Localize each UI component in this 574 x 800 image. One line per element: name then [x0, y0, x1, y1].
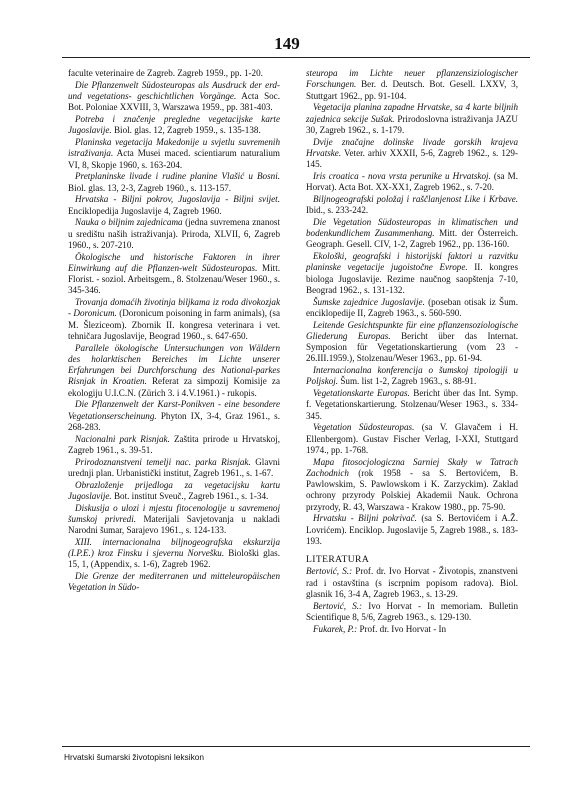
entry-title: Vegetation Südosteuropas.	[313, 422, 415, 433]
bibliography-entry	[68, 343, 280, 399]
bibliography-entry	[306, 601, 518, 624]
bibliography-entry	[68, 217, 280, 251]
bibliography-entry	[306, 297, 518, 320]
entry-details: faculte veterinaire de Zagreb. Zagreb 1959., pp. 1-20.	[68, 68, 263, 78]
right-column-entries	[306, 68, 518, 547]
bibliography-entry	[68, 503, 280, 537]
entry-title: Internacionalna konferencija o šumskoj tipologiji u Poljskoj.	[306, 365, 518, 387]
bibliography-entry	[68, 399, 280, 433]
entry-details: Biološki glas. 15, 1, (Appendix, s. 1-6), Zagreb 1962.	[68, 548, 280, 570]
bibliography-entry	[306, 320, 518, 365]
entry-title: Nauka o biljnim zajednicama	[75, 217, 183, 228]
entry-title: Die Pflanzenwelt der Karst-Ponikven - eine besondere Vegetationserscheinung.	[68, 399, 280, 421]
entry-title: Mapa fitosocjologiczna Sarniej Skały w Tatrach Zachodnich	[306, 456, 518, 478]
entry-title: Nacionalni park Risnjak.	[75, 433, 170, 444]
bibliography-entry	[68, 171, 280, 194]
bibliography-entry	[68, 252, 280, 297]
entry-title: Diskusija o ulozi i mjestu fitocenologije u savremenoj šumskoj privredi.	[68, 502, 280, 524]
entry-details: Referat za simpozij Komisije za ekologiju U.I.C.N. (Zürich 3. i 4.V.1961.) - rukopis.	[68, 376, 281, 398]
entry-details: Biol. glas. 12, Zagreb 1959., s. 135-138.	[111, 125, 261, 136]
literature-entries	[306, 566, 518, 635]
bibliography-entry	[306, 513, 518, 547]
entry-details: Bot. institut Sveuč., Zagreb 1961., s. 1-34.	[111, 490, 269, 501]
entry-details: (sa S. Bertovićem i A.Ž. Lovrićem). Enciklop. Jugoslavije 5, Zagreb 1988., s. 183-193.	[306, 513, 519, 546]
entry-title: Fukarek, P.:	[313, 623, 358, 634]
bibliography-entry	[68, 137, 280, 171]
literature-heading: LITERATURA	[306, 554, 370, 565]
entry-details: Acta Musei maced. scientiarum naturalium VI, 8, Skopje 1960, s. 163-204.	[68, 148, 280, 170]
entry-details: Veter. arhiv XXXII, 5-6, Zagreb 1962., s. 129-145.	[306, 147, 518, 169]
entry-details: Prirodoslovna istraživanja JAZU 30, Zagreb 1962., s. 1-179.	[306, 113, 518, 135]
bibliography-entry	[68, 457, 280, 480]
entry-details: Šum. list 1-2, Zagreb 1963., s. 88-91.	[338, 376, 477, 387]
entry-details: (Doronicum poisoning in farm animals), (sa M. Šleziceom). Zbornik II. kongresa veterinara i vet. tehničara Jugoslavije, Beograd 1960., s. 647-650.	[68, 308, 280, 341]
entry-title: Potreba i značenje pregledne vegetacijske karte Jugoslavije.	[68, 114, 280, 136]
entry-title: Planinska vegetacija Makedonije u svjetlu suvremenih istraživanja.	[68, 137, 280, 159]
entry-title: Biljnogeografski položaj i raščlanjenost Like i Krbave.	[313, 193, 518, 204]
entry-title: Bertović, S.:	[313, 600, 363, 611]
entry-details: Ber. d. Deutsch. Bot. Gesell. LXXV, 3, Stuttgart 1962., pp. 91-104.	[306, 79, 518, 101]
entry-details: II. kongres biologa Jugoslavije. Rezime naučnog saopštenja 7-10, Beograd 1962., s. 131-132.	[306, 262, 518, 295]
entry-details: Prof. dr. Ivo Horvat - Životopis, znanstveni rad i ostavština (s iscrpnim popisom radova). Biol. glasnik 16, 3-4 A, Zagreb 1963., s. 13-29.	[306, 566, 519, 599]
entry-details: Prof. dr. Ivo Horvat - In	[357, 623, 447, 634]
right-column	[306, 68, 518, 635]
bibliography-entry	[68, 571, 280, 594]
entry-title: Dvije značajne dolinske livade gorskih krajeva Hrvatske.	[306, 136, 518, 158]
bibliography-entry	[306, 422, 518, 456]
entry-details: Bericht über das Internat. Symposion für Vegetationskartierung (vom 23 - 26.III.1959.), Stolzenau/Weser 1963., pp. 61-94.	[306, 330, 518, 364]
entry-details: Acta Soc. Bot. Poloniae XXVIII, 3, Warszawa 1959., pp. 381-403.	[68, 91, 280, 113]
entry-details: Zaštita prirode u Hrvatskoj, Zagreb 1961., s. 39-51.	[68, 433, 280, 455]
entry-details: (sa V. Glavačem i H. Ellenbergom). Gustav Fischer Verlag, I-XXI, Stuttgard 1974., pp. 1-768.	[306, 422, 518, 455]
entry-title: Obrazloženje prijedloga za vegetacijsku kartu Jugoslavije.	[68, 479, 280, 501]
entry-title: Iris croatica - nova vrsta perunike u Hrvatskoj.	[313, 170, 491, 181]
bibliography-entry	[68, 194, 280, 217]
bibliography-entry	[306, 137, 518, 171]
bibliography-entry	[306, 388, 518, 422]
bibliography-entry	[306, 365, 518, 388]
bibliography-entry	[306, 194, 518, 217]
entry-title: Prirodoznanstveni temelji nac. parka Risnjak.	[75, 456, 251, 467]
entry-details: Glavni urednji plan. Urbanistički institut, Zagreb 1961., s. 1-67.	[68, 456, 280, 478]
bibliography-entry	[306, 217, 518, 251]
entry-title: steuropa im Lichte neuer pflanzensiziologischer Forschungen.	[306, 68, 518, 90]
bibliography-entry	[306, 68, 518, 102]
bibliography-entry	[306, 251, 518, 296]
entry-title: Leitende Gesichtspunkte für eine pflanzensoziologische Gliederung Europas.	[306, 319, 518, 341]
entry-details: (poseban otisak iz Šum. enciklopedije II, Zagreb 1963., s. 560-590.	[306, 296, 518, 318]
entry-details: Ibid., s. 233-242.	[306, 205, 369, 215]
header-rule	[62, 57, 530, 58]
entry-title: Šumske zajednice Jugoslavije.	[313, 296, 425, 307]
entry-details: Mitt. Florist. - soziol. Arbeitsgem., 8. Stolzenau/Weser 1960., s. 345-346.	[68, 262, 280, 296]
bibliography-entry	[68, 68, 280, 79]
entry-details: Phyton IX, 3-4, Graz 1961., s. 268-283.	[68, 410, 280, 432]
entry-details: Materijali Savjetovanja u nakladi Narodni šumar, Sarajevo 1961., s. 124-133.	[68, 513, 280, 535]
entry-title: Die Pflanzenwelt Südosteuropas als Ausdruck der erd- und vegetations- geschichtlichen Vorgänge.	[68, 79, 280, 101]
bibliography-entry	[68, 434, 280, 457]
bibliography-entry	[68, 297, 280, 342]
entry-title: Die Vegetation Südosteuropas in klimatischen und bodenkundlichem Zusammenhang.	[306, 216, 518, 238]
entry-details: Enciklopedija Jugoslavije 4, Zagreb 1960.	[68, 205, 222, 216]
entry-title: Die Grenze der mediterranen und mitteleuropäischen Vegetation in Südo-	[68, 571, 280, 593]
entry-details: (sa M. Horvat). Acta Bot. XX-XX1, Zagreb 1962., s. 7-20.	[306, 170, 518, 192]
entry-details: Ivo Horvat - In memoriam. Bulletin Scientifique 8, 5/6, Zagreb 1963., s. 129-130.	[306, 600, 518, 622]
entry-details: Bericht über das Int. Symp. f. Vegetationskartierung. Stolzenau/Weser 1963., s. 334-345.	[306, 388, 519, 421]
bibliography-entry	[68, 114, 280, 137]
entry-details: Mitt. der Österreich. Geograph. Gesell. CIV, 1-2, Zagreb 1962., pp. 136-160.	[306, 228, 518, 250]
entry-title: Vegetacija planina zapadne Hrvatske, sa 4 karte biljnih zajednica sekcije Sušak.	[306, 102, 518, 124]
entry-details: (jedna suvremena znanost u središtu naših istraživanja). Priroda, XLVII, 6, Zagreb 1960., s. 207-210.	[68, 217, 280, 250]
bibliography-entry	[306, 102, 518, 136]
entry-details: (rok 1958 - sa S. Bertovićem, B. Pawlowskim, S. Pawlowskom i K. Zarzyckim). Zaklad ochrony przyrody Polskiej Akademii Nauk. Ochrona przyrody, R. 43, Warszawa - Krakow 1980., pp. 75-90.	[306, 467, 518, 512]
entry-details: Biol. glas. 13, 2-3, Zagreb 1960., s. 113-157.	[68, 182, 232, 193]
entry-title: Bertović, S.:	[306, 566, 353, 577]
entry-title: Pretplaninske livade i rudine planine Vlašić u Bosni.	[75, 171, 280, 182]
footer-rule	[62, 746, 530, 747]
bibliography-entry	[68, 80, 280, 114]
left-column	[68, 68, 280, 594]
entry-title: Hrvatska - Biljni pokrov, Jugoslavija - Biljni svijet.	[75, 194, 280, 205]
page-number: 149	[274, 34, 300, 53]
bibliography-entry	[306, 457, 518, 513]
entry-title: Ekološki, geografski i historijski faktori u razvitku planinske vegetacije jugoistočne Evrope.	[306, 251, 518, 273]
entry-title: Vegetationskarte Europas.	[313, 388, 410, 398]
bibliography-entry	[306, 171, 518, 194]
bibliography-entry	[68, 480, 280, 503]
entry-title: Hrvatsku - Biljni pokrivač.	[313, 513, 417, 524]
entry-title: Trovanja domaćih životinja biljkama iz roda divokozjak - Doronicum.	[68, 297, 280, 319]
bibliography-entry	[306, 624, 518, 635]
bibliography-entry	[306, 566, 518, 600]
bibliography-entry	[68, 537, 280, 571]
entry-title: XIII. internacionalna biljnogeografska ekskurzija (I.P.E.) kroz Finsku i sjevernu Norvešku.	[68, 536, 280, 558]
footer-text: Hrvatski šumarski životopisni leksikon	[64, 752, 205, 762]
entry-title: Parallele ökologische Untersuchungen von Wäldern des holarktischen Bereiches im Lichte unserer Erfahrungen bei Durchforschung des National-parkes Risnjak in Kroatien.	[68, 342, 280, 387]
entry-title: Ökologische und historische Faktoren in ihrer Einwirkung auf die Pflanzen-welt Südosteuropas.	[68, 251, 280, 273]
